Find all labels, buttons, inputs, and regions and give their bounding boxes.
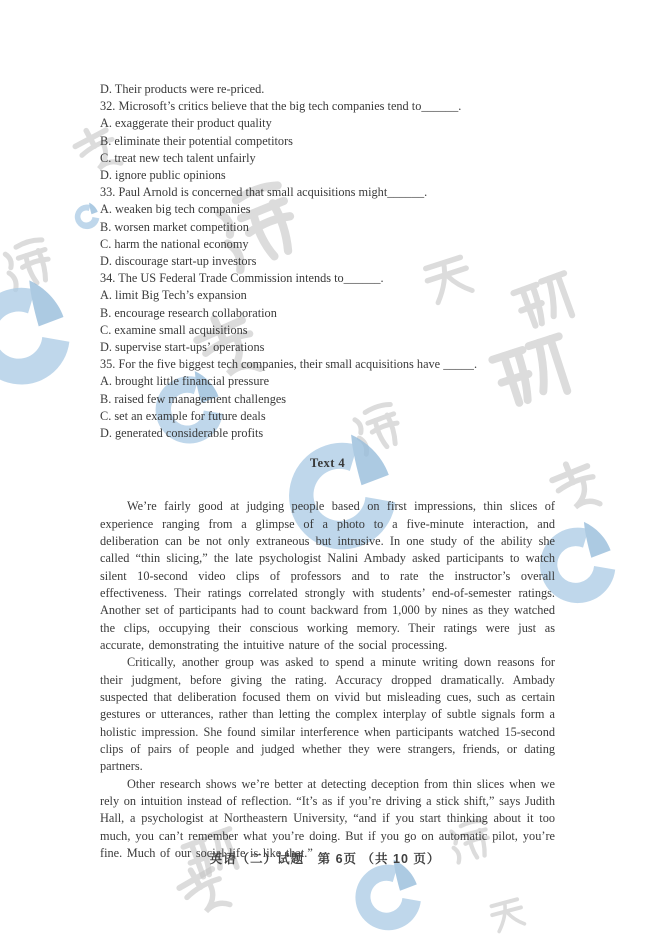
- question-line: 32. Microsoft’s critics believe that the big tech companies tend to______.: [100, 99, 462, 114]
- question-line: 35. For the five biggest tech companies, their small acquisitions have _____.: [100, 357, 478, 372]
- question-line: C. examine small acquisitions: [100, 322, 248, 337]
- page-footer: 英语（二）试题 第 6页 （共 10 页）: [209, 852, 441, 866]
- question-line: C. treat new tech talent unfairly: [100, 150, 256, 165]
- question-line: B. worsen market competition: [100, 219, 249, 234]
- question-line: D. Their products were re-priced.: [100, 82, 265, 96]
- question-line: C. harm the national economy: [100, 236, 249, 251]
- question-line: 34. The US Federal Trade Commission intends to______.: [100, 271, 384, 286]
- brand-logo-watermark: [72, 202, 102, 232]
- question-line: D. supervise start-ups’ operations: [100, 340, 265, 355]
- passage-paragraph: We’re fairly good at judging people based on first impressions, thin slices of experience ranging from a glimpse of a photo to a five-minute interaction, and deliberation can be not only extraneous but intrusive. In one study of the ability she called “thin slicing,” the late psychologist Nalini Ambady asked participants to watch silent 10-second video clips of professors and to rate the instructor’s overall effectiveness. Their ratings correlated strongly with students’ end-of-semester ratings. Another set of participants had to count backward from 1,000 by nines as they watched the clips, occupying their conscious working memory. Their ratings were just as accurate, demonstrating the intuitive nature of the social processing.: [100, 499, 555, 653]
- passage-block: [100, 498, 555, 862]
- question-line: D. discourage start-up investors: [100, 254, 257, 269]
- question-line: C. set an example for future deals: [100, 408, 266, 423]
- questions-block: [100, 81, 555, 442]
- page-content: [100, 81, 555, 862]
- question-line: D. generated considerable profits: [100, 426, 264, 441]
- question-line: D. ignore public opinions: [100, 168, 226, 183]
- brand-logo-watermark: [0, 278, 80, 396]
- calligraphy-watermark: [474, 888, 542, 942]
- brand-logo-watermark: [348, 858, 428, 938]
- question-line: A. exaggerate their product quality: [100, 116, 272, 131]
- question-line: B. raised few management challenges: [100, 391, 287, 406]
- question-line: A. brought little financial pressure: [100, 374, 270, 389]
- passage-paragraph: Critically, another group was asked to spend a minute writing down reasons for their judgment, before giving the rating. Accuracy dropped dramatically. Ambady suspected that deliberation focused them on vivid but misleading cues, such as certain gestures or utterances, rather than letting the complex interplay of subtle signals form a holistic impression. She found similar interference when participants watched 15-second clips of pairs of people and judged whether they were strangers, friends, or dating partners.: [100, 655, 555, 774]
- text4-heading: Text 4: [309, 456, 346, 471]
- question-line: B. eliminate their potential competitors: [100, 133, 293, 148]
- question-line: B. encourage research collaboration: [100, 305, 277, 320]
- question-line: A. weaken big tech companies: [100, 202, 251, 217]
- question-line: A. limit Big Tech’s expansion: [100, 288, 247, 303]
- question-line: 33. Paul Arnold is concerned that small acquisitions might______.: [100, 185, 428, 200]
- passage-paragraph: Other research shows we’re better at detecting deception from thin slices when we rely on intuition instead of reflection. “It’s as if you’re driving a stick shift,” says Judith Hall, a psychologist at Northeastern University, “and if you start thinking about it too much, you can’t remember what you’re doing. But if you go on automatic pilot, you’re fine. Much of our social life is like that.”: [100, 776, 555, 861]
